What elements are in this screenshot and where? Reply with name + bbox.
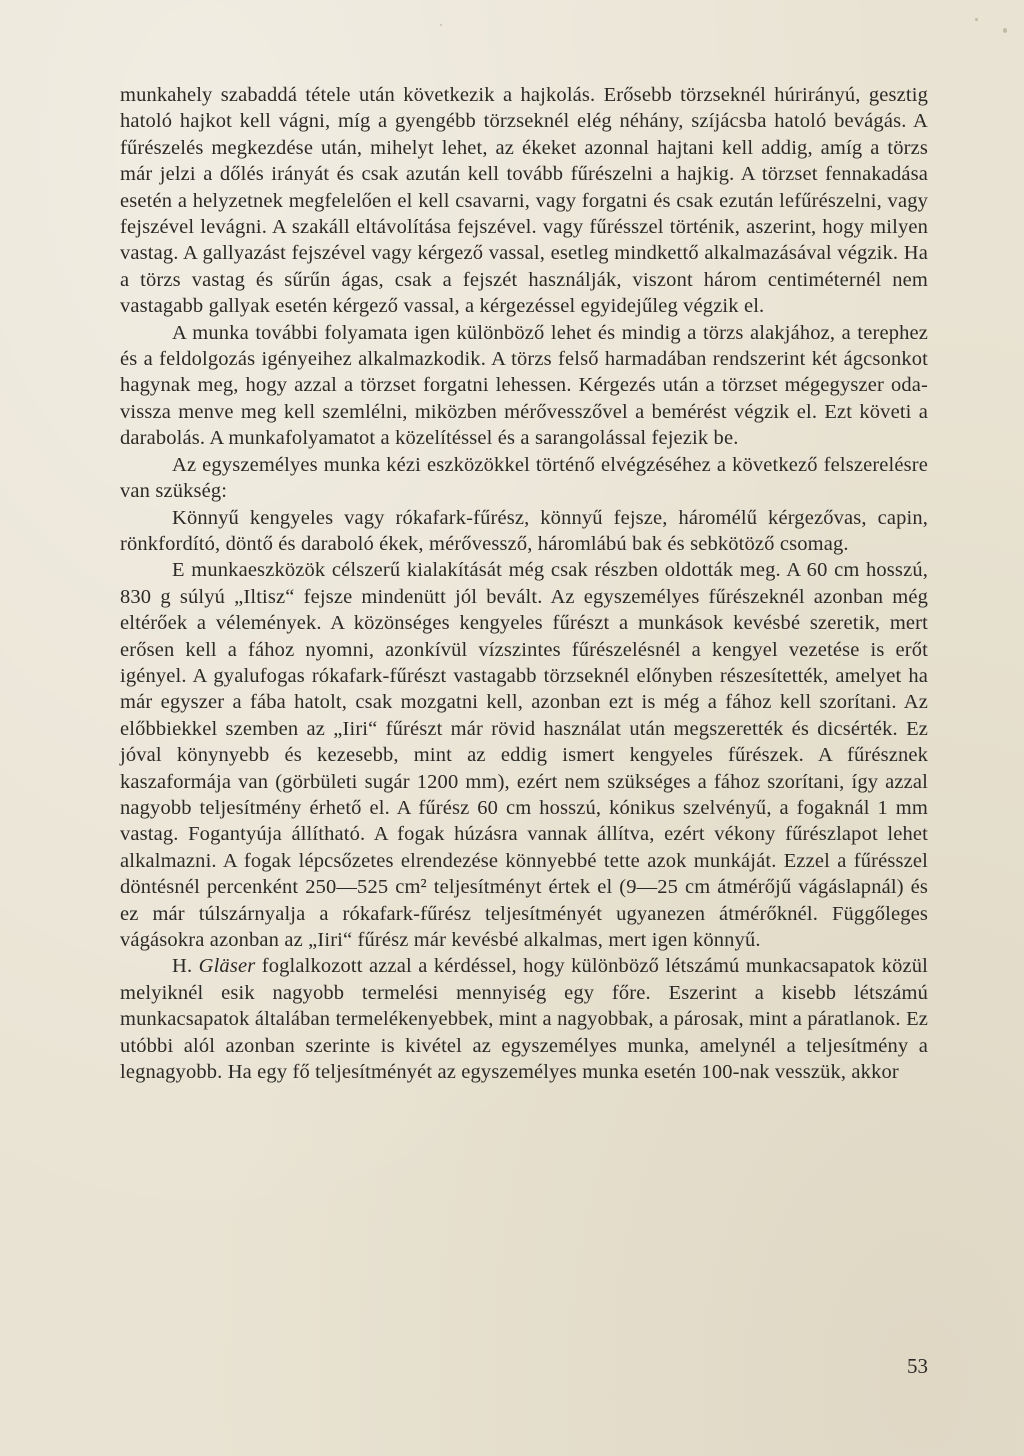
- paragraph-glaser-text: foglalkozott azzal a kérdéssel, hogy különböző létszámú munkacsapatok közül melyiknél esik nagyobb termelési mennyiség egy főre. Eszerint a kisebb létszámú munkacsapatok általában termelékenyebbek, mint a nagyobbak, a párosak, mint a páratlanok. Ez utóbbi alól azonban szerinte is kivétel az egyszemélyes munka, amelynél a teljesítmény a legnagyobb. Ha egy fő teljesítményét az egyszemélyes munka esetén 100-nak vesszük, akkor: [120, 955, 928, 1084]
- page-number: 53: [907, 1354, 928, 1378]
- paper-speck: [1003, 28, 1007, 33]
- author-prefix: H.: [172, 955, 199, 978]
- paper-speck: [975, 18, 978, 21]
- paragraph-munka-folyamata: A munka további folyamata igen különböző lehet és mindig a törzs alakjához, a terephez és a feldolgozás igényeihez alkalmazkodik. A törzs felső harmadában rendszerint két ágcsonkot hagynak meg, hogy azzal a törzset forgatni lehessen. Kérgezés után a törzset mégegyszer oda-vissza menve meg kell szemlélni, miközben mérővesszővel a bemérést végzik el. Ezt követi a darabolás. A munkafolyamatot a közelítéssel és a sarangolással fejezik be.: [120, 321, 928, 450]
- paragraph-felszereles-lista: Könnyű kengyeles vagy rókafark-fűrész, könnyű fejsze, háromélű kérgezővas, capin, rönkfordító, döntő és daraboló ékek, mérővessző, háromlábú bak és sebkötöző csomag.: [120, 506, 928, 555]
- page-body: [120, 82, 928, 1085]
- author-name: Gläser: [198, 955, 256, 978]
- paragraph-munkaeszkozok: E munkaeszközök célszerű kialakítását még csak részben oldották meg. A 60 cm hosszú, 830 g súlyú „Iltisz“ fejsze mindenütt jól bevált. Az egyszemélyes fűrészeknél azonban még eltérőek a vélemények. A közönséges kengyeles fűrészt a munkások kevésbé szeretik, mert erősen kell a fához nyomni, azonkívül vízszintes fűrészelésnél a kengyel vezetése is erőt igényel. A gyalufogas rókafark-fűrészt vastagabb törzseknél előnyben részesítették, amelyet ha már egyszer a fába hatolt, csak mozgatni kell, azonban ezt is még a fához kell szorítani. Az előbbiekkel szemben az „Iiri“ fűrészt már rövid használat után megszerették és dicsérték. Ez jóval könynyebb és kezesebb, mint az eddig ismert kengyeles fűrészek. A fűrésznek kaszaformája van (görbületi sugár 1200 mm), ezért nem szükséges a fához szorítani, így azzal nagyobb teljesítmény érhető el. A fűrész 60 cm hosszú, kónikus szelvényű, a fogaknál 1 mm vastag. Fogantyúja állítható. A fogak húzásra vannak állítva, ezért vékony fűrészlapot lehet alkalmazni. A fogak lépcsőzetes elrendezése könnyebbé tette azok munkáját. Ezzel a fűrésszel döntésnél percenként 250—525 cm² teljesítményt értek el (9—25 cm átmérőjű vágáslapnál) és ez már túlszárnyalja a rókafark-fűrész teljesítményét ugyanezen átmérőknél. Függőleges vágásokra azonban az „Iiri“ fűrész már kevésbé alkalmas, mert igen könnyű.: [120, 559, 928, 951]
- paragraph-hajkolas: munkahely szabaddá tétele után következik a hajkolás. Erősebb törzseknél húrirányú, gesztig hatoló hajkot kell vágni, míg a gyengébb törzseknél elég néhány, szíjácsba hatoló bevágás. A fűrészelés megkezdése után, mihelyt lehet, az ékeket azonnal hajtani kell addig, amíg a törzs már jelzi a dőlés irányát és csak azután kell tovább fűrészelni a hajkig. A törzset fennakadása esetén a helyzetnek megfelelően el kell csavarni, vagy forgatni és csak ezután lefűrészelni, vagy fejszével levágni. A szakáll eltávolítása fejszével. vagy fűrésszel történik, aszerint, hogy milyen vastag. A gallyazást fejszével vagy kérgező vassal, esetleg mindkettő alkalmazásával végzik. Ha a törzs vastag és sűrűn ágas, csak a fejszét használják, viszont három centiméternél nem vastagabb gallyak esetén kérgező vassal, a kérgezéssel egyidejűleg végzik el.: [120, 84, 928, 318]
- paragraph-felszereles-intro: Az egyszemélyes munka kézi eszközökkel történő elvégzéséhez a következő felszerelésre van szükség:: [120, 453, 928, 503]
- paper-speck: [440, 24, 442, 26]
- paragraph-glaser: [120, 953, 928, 1085]
